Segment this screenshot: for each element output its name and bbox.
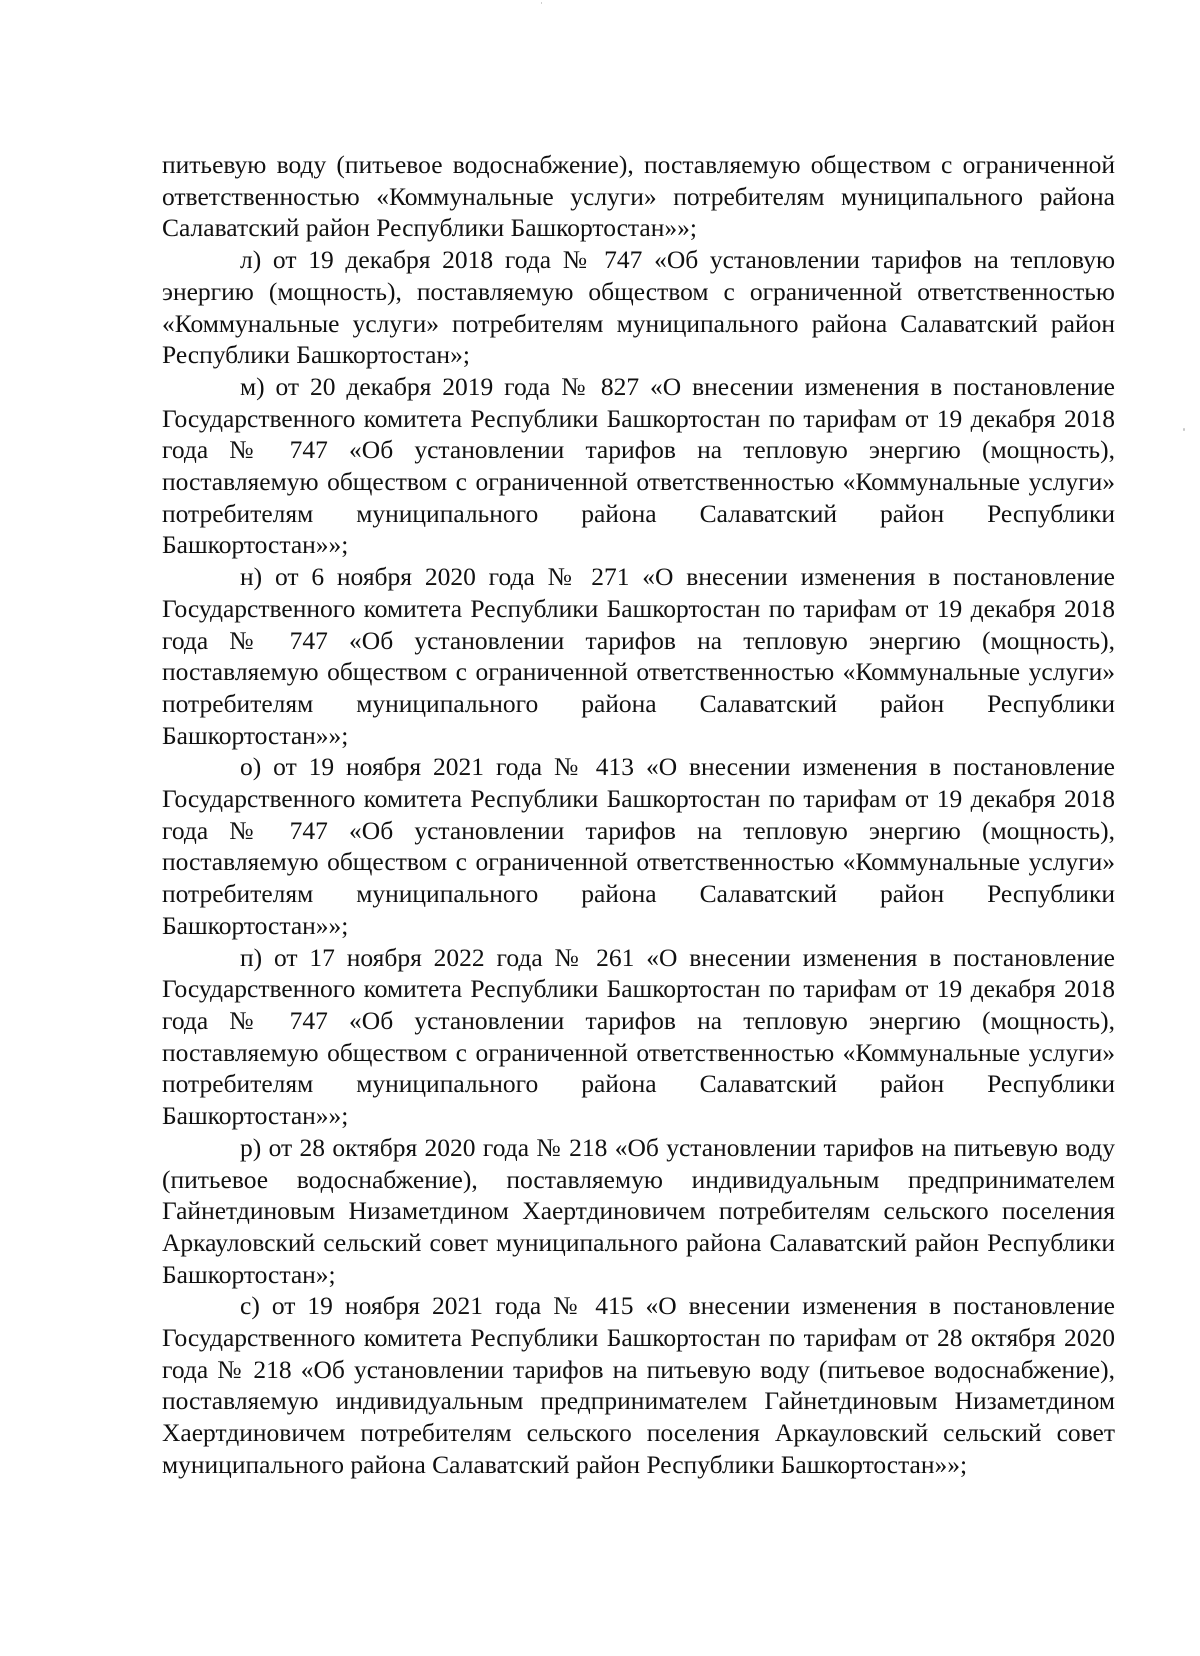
- paragraph-item-l: л) от 19 декабря 2018 года № 747 «Об установлении тарифов на тепловую энергию (мощность), поставляемую обществом с ограниченной ответственностью «Коммунальные услуги» потребителям муниципального района Салаватский район Республики Башкортостан»;: [162, 245, 1115, 370]
- scan-speck: [541, 2, 542, 4]
- paragraph-item-s: с) от 19 ноября 2021 года № 415 «О внесении изменения в постановление Государственного комитета Республики Башкортостан по тарифам от 28 октября 2020 года № 218 «Об установлении тарифов на питьевую воду (питьевое водоснабжение), поставляемую индивидуальным предпринимателем Гайнетдиновым Низаметдином Хаертдиновичем потребителям сельского поселения Аркауловский сельский совет муниципального района Салаватский район Республики Башкортостан»»;: [162, 1291, 1115, 1479]
- paragraph-item-r: р) от 28 октября 2020 года № 218 «Об установлении тарифов на питьевую воду (питьевое водоснабжение), поставляемую индивидуальным предпринимателем Гайнетдиновым Низаметдином Хаертдиновичем потребителям сельского поселения Аркауловский сельский совет муниципального района Салаватский район Республики Башкортостан»;: [162, 1132, 1115, 1289]
- document-body: [162, 149, 1115, 1481]
- paragraph-item-o: о) от 19 ноября 2021 года № 413 «О внесении изменения в постановление Государственного комитета Республики Башкортостан по тарифам от 19 декабря 2018 года № 747 «Об установлении тарифов на тепловую энергию (мощность), поставляемую обществом с ограниченной ответственностью «Коммунальные услуги» потребителям муниципального района Салаватский район Республики Башкортостан»»;: [162, 752, 1115, 940]
- paragraph-continuation: питьевую воду (питьевое водоснабжение), поставляемую обществом с ограниченной ответственностью «Коммунальные услуги» потребителям муниципального района Салаватский район Республики Башкортостан»»;: [162, 150, 1115, 243]
- paragraph-item-p: п) от 17 ноября 2022 года № 261 «О внесении изменения в постановление Государственного комитета Республики Башкортостан по тарифам от 19 декабря 2018 года № 747 «Об установлении тарифов на тепловую энергию (мощность), поставляемую обществом с ограниченной ответственностью «Коммунальные услуги» потребителям муниципального района Салаватский район Республики Башкортостан»»;: [162, 942, 1115, 1131]
- paragraph-item-m: м) от 20 декабря 2019 года № 827 «О внесении изменения в постановление Государственного комитета Республики Башкортостан по тарифам от 19 декабря 2018 года № 747 «Об установлении тарифов на тепловую энергию (мощность), поставляемую обществом с ограниченной ответственностью «Коммунальные услуги» потребителям муниципального района Салаватский район Республики Башкортостан»»;: [162, 371, 1115, 560]
- paragraph-item-n: н) от 6 ноября 2020 года № 271 «О внесении изменения в постановление Государственного комитета Республики Башкортостан по тарифам от 19 декабря 2018 года № 747 «Об установлении тарифов на тепловую энергию (мощность), поставляемую обществом с ограниченной ответственностью «Коммунальные услуги» потребителям муниципального района Салаватский район Республики Башкортостан»»;: [162, 562, 1115, 750]
- scan-speck: [1183, 428, 1185, 431]
